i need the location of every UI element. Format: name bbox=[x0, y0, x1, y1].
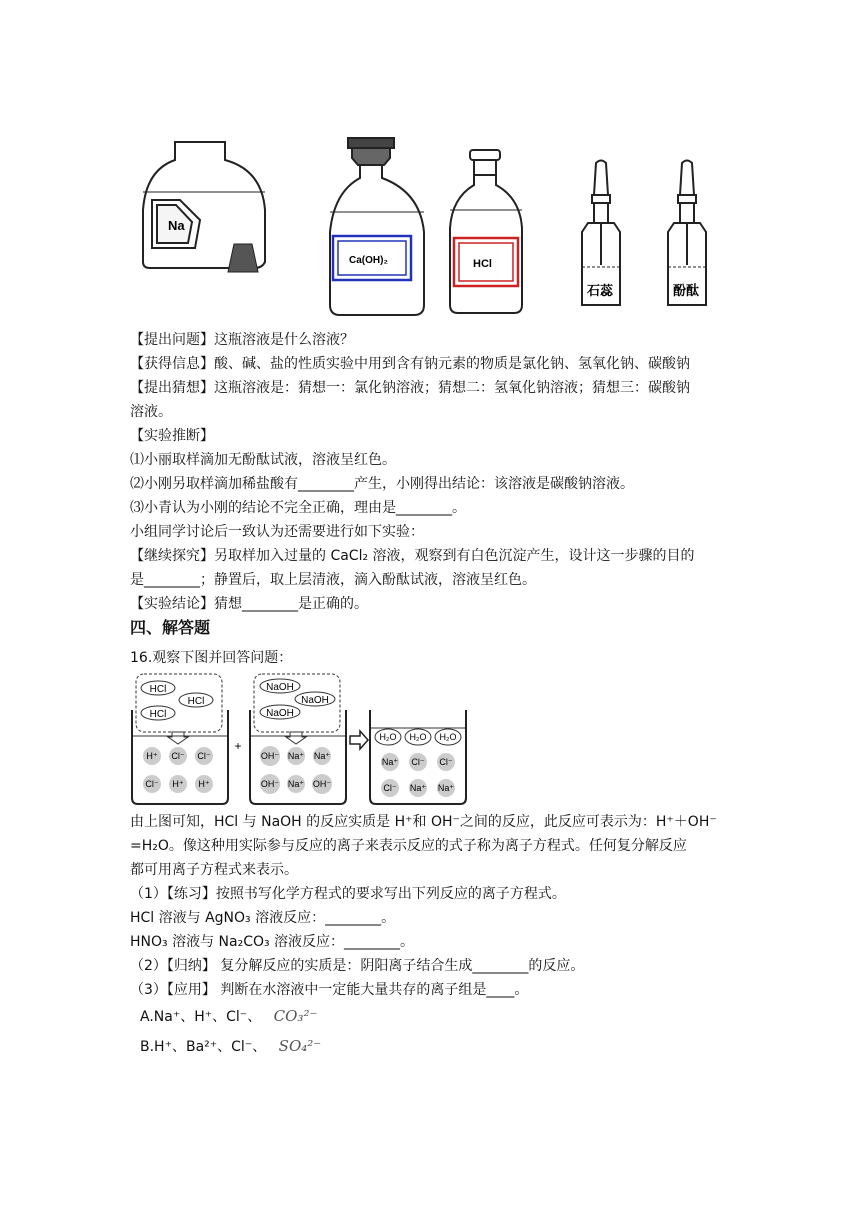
text-line: 溶液。 bbox=[130, 404, 172, 420]
ion-label: Cl⁻ bbox=[197, 751, 211, 761]
text-line: 【实验推断】 bbox=[130, 428, 214, 444]
molecule-label: H₂O bbox=[439, 732, 457, 742]
ion-label: OH⁻ bbox=[260, 751, 280, 761]
section-heading: 四、解答题 bbox=[130, 618, 211, 637]
text-line: 【实验结论】猜想________是正确的。 bbox=[130, 596, 368, 612]
hcl-label: HCl bbox=[473, 258, 492, 270]
down-arrow-icon bbox=[286, 732, 306, 744]
ion-label: Cl⁻ bbox=[383, 783, 397, 793]
ion-label: Na⁺ bbox=[287, 751, 305, 761]
ion-label: Na⁺ bbox=[409, 783, 427, 793]
text-line: 【继续探究】另取样加入过量的 CaCl₂ 溶液，观察到有白色沉淀产生，设计这一步骤的目的 bbox=[130, 548, 695, 564]
ion-label: Na⁺ bbox=[313, 751, 331, 761]
ion-label: OH⁻ bbox=[260, 779, 280, 789]
text-line: 都可用离子方程式来表示。 bbox=[130, 862, 298, 878]
text-line: ⑶小青认为小刚的结论不完全正确，理由是________。 bbox=[130, 500, 466, 516]
ion-label: Cl⁻ bbox=[145, 779, 159, 789]
ion-label: Cl⁻ bbox=[411, 757, 425, 767]
option-b-text: B.H⁺、Ba²⁺、Cl⁻、 bbox=[140, 1039, 267, 1055]
reagent-bottles-figure bbox=[0, 0, 860, 330]
molecule-label: HCl bbox=[149, 684, 167, 695]
ion-label: Cl⁻ bbox=[171, 751, 185, 761]
text-line: 是________；静置后，取上层清液，滴入酚酞试液，溶液呈红色。 bbox=[130, 572, 536, 588]
ion-label: H⁺ bbox=[146, 751, 158, 761]
na-label: Na bbox=[168, 218, 185, 233]
ion-reaction-diagram bbox=[130, 670, 470, 810]
caoh2-label: Ca(OH)₂ bbox=[349, 255, 388, 266]
option-a-text: A.Na⁺、H⁺、Cl⁻、 bbox=[140, 1009, 262, 1025]
text-line: 由上图可知，HCl 与 NaOH 的反应实质是 H⁺和 OH⁻之间的反应，此反应可表示为：H⁺＋OH⁻ bbox=[130, 814, 717, 830]
carbonate-ion: CO₃²⁻ bbox=[273, 1007, 318, 1025]
text-line: 小组同学讨论后一致认为还需要进行如下实验： bbox=[130, 524, 424, 540]
litmus-label: 石蕊 bbox=[587, 283, 614, 298]
text-line: 【提出猜想】这瓶溶液是：猜想一：氯化钠溶液；猜想二：氢氧化钠溶液；猜想三：碳酸钠 bbox=[130, 380, 690, 396]
molecule-label: HCl bbox=[149, 709, 167, 720]
text-line: 【获得信息】酸、碱、盐的性质实验中用到含有钠元素的物质是氯化钠、氢氧化钠、碳酸钠 bbox=[130, 356, 690, 372]
text-line: （2）【归纳】 复分解反应的实质是：阴阳离子结合生成________的反应。 bbox=[130, 958, 585, 974]
ion-label: H⁺ bbox=[198, 779, 210, 789]
text-line: HNO₃ 溶液与 Na₂CO₃ 溶液反应：________。 bbox=[130, 934, 415, 950]
stopper-piece bbox=[228, 244, 258, 272]
ion-label: Na⁺ bbox=[437, 783, 455, 793]
plus-sign: + bbox=[234, 739, 242, 753]
text-line: ⑵小刚另取样滴加稀盐酸有________产生，小刚得出结论：该溶液是碳酸钠溶液。 bbox=[130, 476, 634, 492]
ion-label: Na⁺ bbox=[381, 757, 399, 767]
text-line: HCl 溶液与 AgNO₃ 溶液反应：________。 bbox=[130, 910, 396, 926]
molecule-label: NaOH bbox=[266, 708, 294, 719]
text-line: =H₂O。像这种用实际参与反应的离子来表示反应的式子称为离子方程式。任何复分解反应 bbox=[130, 838, 687, 854]
ion-label: H⁺ bbox=[172, 779, 184, 789]
ion-label: Na⁺ bbox=[287, 779, 305, 789]
molecule-label: NaOH bbox=[266, 682, 294, 693]
phenol-label: 酚酞 bbox=[673, 283, 700, 298]
molecule-label: NaOH bbox=[301, 695, 329, 706]
option-a bbox=[140, 1006, 317, 1027]
molecule-label: H₂O bbox=[379, 732, 397, 742]
molecule-label: H₂O bbox=[409, 732, 427, 742]
option-b bbox=[140, 1036, 321, 1057]
text-line: ⑴小丽取样滴加无酚酞试液，溶液呈红色。 bbox=[130, 452, 396, 468]
hcl-bottle bbox=[450, 150, 522, 313]
caoh2-bottle bbox=[330, 138, 424, 315]
molecule-label: HCl bbox=[187, 696, 205, 707]
ion-label: Cl⁻ bbox=[439, 757, 453, 767]
text-line: （1）【练习】按照书写化学方程式的要求写出下列反应的离子方程式。 bbox=[130, 886, 566, 902]
right-arrow-icon bbox=[350, 731, 368, 749]
text-line: （3）【应用】 判断在水溶液中一定能大量共存的离子组是____。 bbox=[130, 982, 529, 998]
ion-label: OH⁻ bbox=[312, 779, 332, 789]
down-arrow-icon bbox=[168, 732, 188, 744]
question-title: 16.观察下图并回答问题： bbox=[130, 650, 293, 666]
sulfate-ion: SO₄²⁻ bbox=[278, 1037, 322, 1055]
text-line: 【提出问题】这瓶溶液是什么溶液？ bbox=[130, 332, 354, 348]
hcl-molecule-box bbox=[136, 674, 222, 732]
